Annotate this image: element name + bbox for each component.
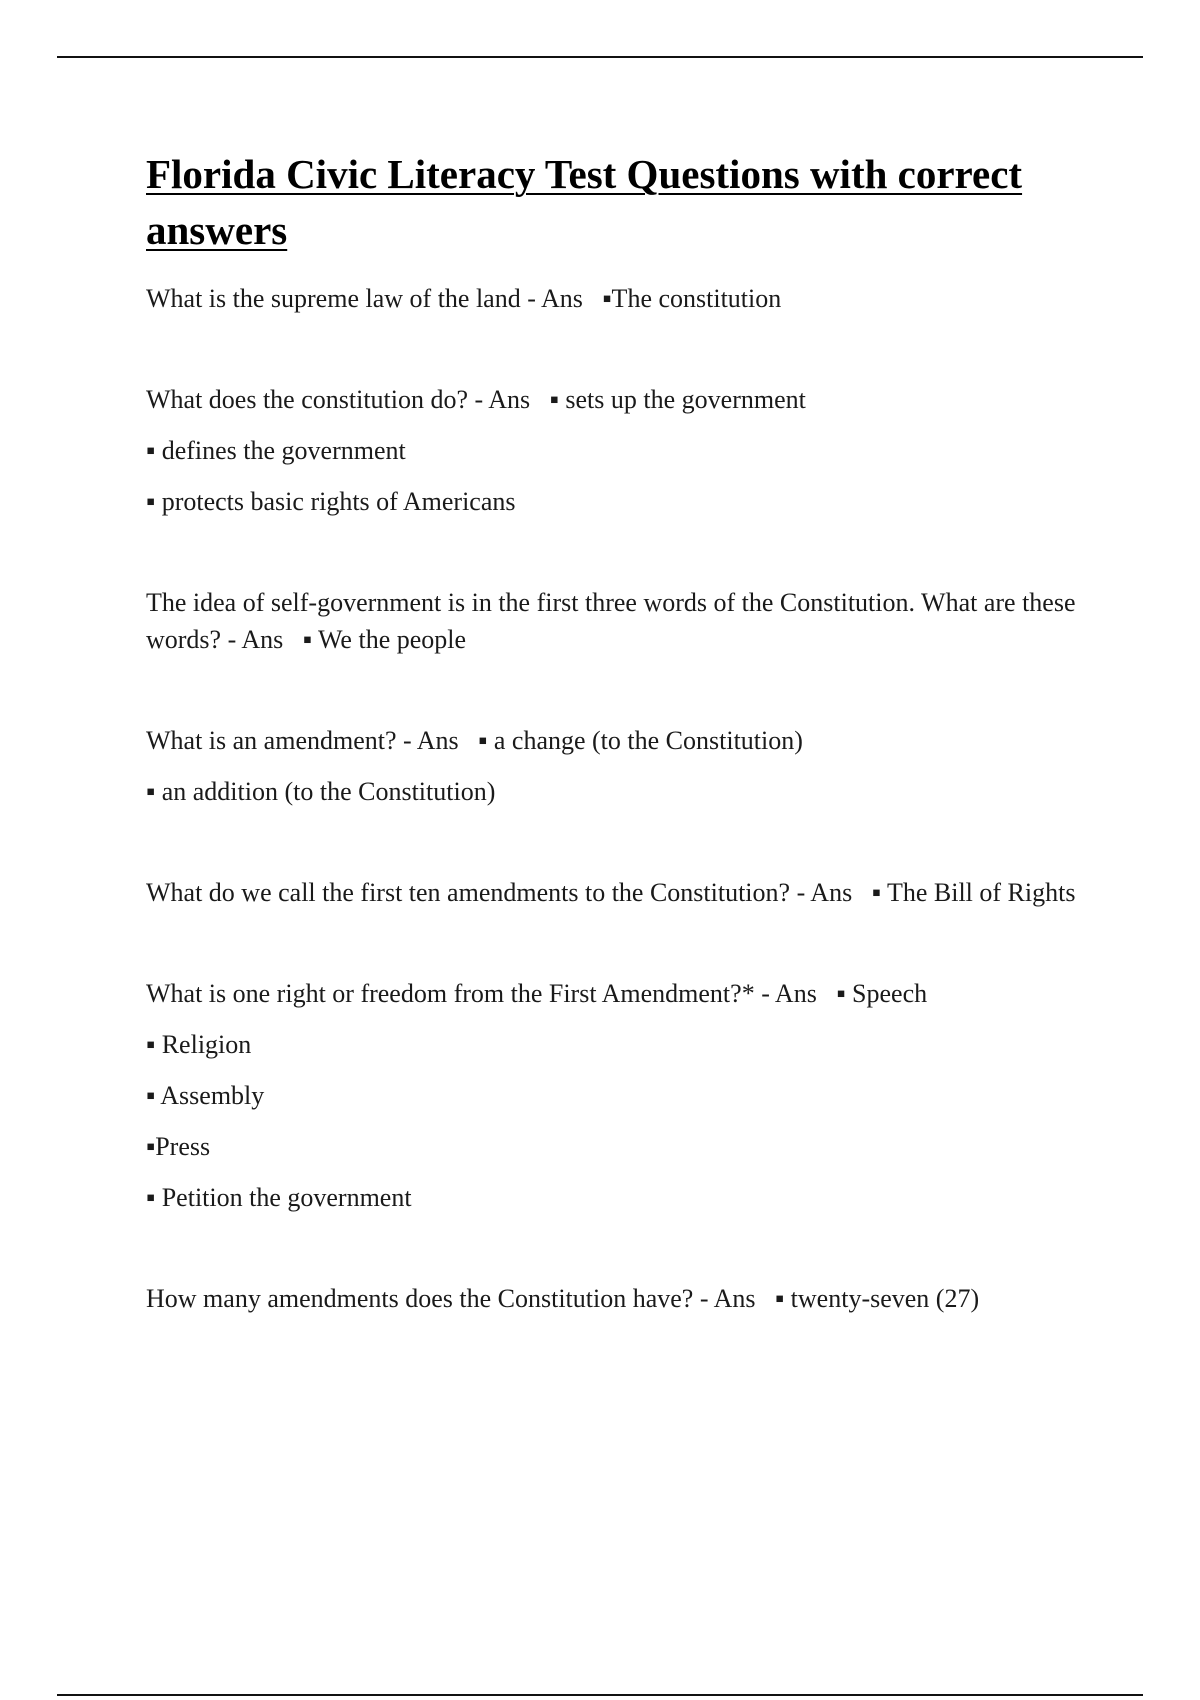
answer-text: ▪ Religion (146, 1030, 252, 1059)
answer-text: ▪Press (146, 1132, 211, 1161)
answer-text: ▪The constitution (602, 284, 782, 313)
answer-text: ▪ a change (to the Constitution) (478, 726, 803, 755)
document-title: Florida Civic Literacy Test Questions with correct answers (146, 151, 1023, 253)
question-text: What does the constitution do? - Ans (146, 385, 531, 414)
qa-item-1 (146, 280, 1086, 317)
answer-text: ▪ We the people (302, 625, 467, 654)
answer-text: ▪ twenty-seven (27) (774, 1284, 980, 1313)
top-rule (57, 56, 1143, 58)
answer-text: ▪ The Bill of Rights (871, 878, 1076, 907)
qa-item-6 (146, 975, 1086, 1216)
answer-text: ▪ Assembly (146, 1081, 265, 1110)
answer-text: ▪ Petition the government (146, 1183, 412, 1212)
answer-text: ▪ Speech (836, 979, 928, 1008)
qa-item-2 (146, 381, 1086, 520)
answer-text: ▪ defines the government (146, 436, 406, 465)
question-text: What is the supreme law of the land - Ans (146, 284, 583, 313)
qa-item-7 (146, 1280, 1086, 1317)
qa-item-4 (146, 722, 1086, 810)
answer-text: ▪ sets up the government (549, 385, 806, 414)
question-text: What do we call the first ten amendments to the Constitution? - Ans (146, 878, 853, 907)
question-text: What is one right or freedom from the First Amendment?* - Ans (146, 979, 817, 1008)
qa-item-3 (146, 584, 1086, 658)
question-text: The idea of self-government is in the first three words of the Constitution. What are these words? - Ans (146, 588, 1076, 654)
bottom-rule (57, 1694, 1143, 1696)
question-text: What is an amendment? - Ans (146, 726, 459, 755)
answer-text: ▪ protects basic rights of Americans (146, 487, 516, 516)
document-body (146, 146, 1086, 1317)
answer-text: ▪ an addition (to the Constitution) (146, 777, 496, 806)
qa-item-5 (146, 874, 1086, 911)
question-text: How many amendments does the Constitution have? - Ans (146, 1284, 756, 1313)
